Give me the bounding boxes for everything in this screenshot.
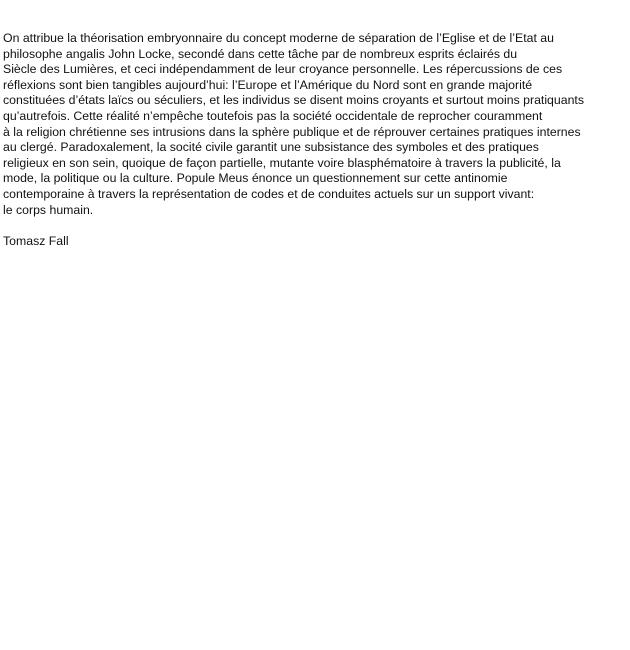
text-line: réflexions sont bien tangibles aujourd’hui: l’Europe et l’Amérique du Nord sont en grande majorité xyxy=(3,77,533,92)
text-line: le corps humain. xyxy=(3,202,94,217)
text-line: qu’autrefois. Cette réalité n’empêche toutefois pas la société occidentale de reprocher couramment xyxy=(3,108,543,123)
text-line: philosophe angalis John Locke, secondé dans cette tâche par de nombreux esprits éclairés du xyxy=(3,46,518,61)
text-line: contemporaine à travers la représentation de codes et de conduites actuels sur un support vivant: xyxy=(3,186,535,201)
paragraph xyxy=(3,31,628,218)
text-line: au clergé. Paradoxalement, la socité civile garantit une subsistance des symboles et des pratiques xyxy=(3,140,539,155)
text-line: à la religion chrétienne ses intrusions dans la sphère publique et de réprouver certaines pratiques internes xyxy=(3,124,581,139)
author-signature: Tomasz Fall xyxy=(3,233,69,248)
text-line: Siècle des Lumières, et ceci indépendamment de leur croyance personnelle. Les répercussions de ces xyxy=(3,62,563,77)
document-body xyxy=(3,31,628,249)
text-line: religieux en son sein, quoique de façon partielle, mutante voire blasphématoire à travers la publicité, la xyxy=(3,155,561,170)
text-line: constituées d’états laïcs ou séculiers, et les individus se disent moins croyants et surtout moins pratiquants xyxy=(3,93,584,108)
text-line: mode, la politique ou la culture. Popule Meus énonce un questionnement sur cette antinomie xyxy=(3,171,508,186)
text-line: On attribue la théorisation embryonnaire du concept moderne de séparation de l’Eglise et de l’Etat au xyxy=(3,31,554,45)
